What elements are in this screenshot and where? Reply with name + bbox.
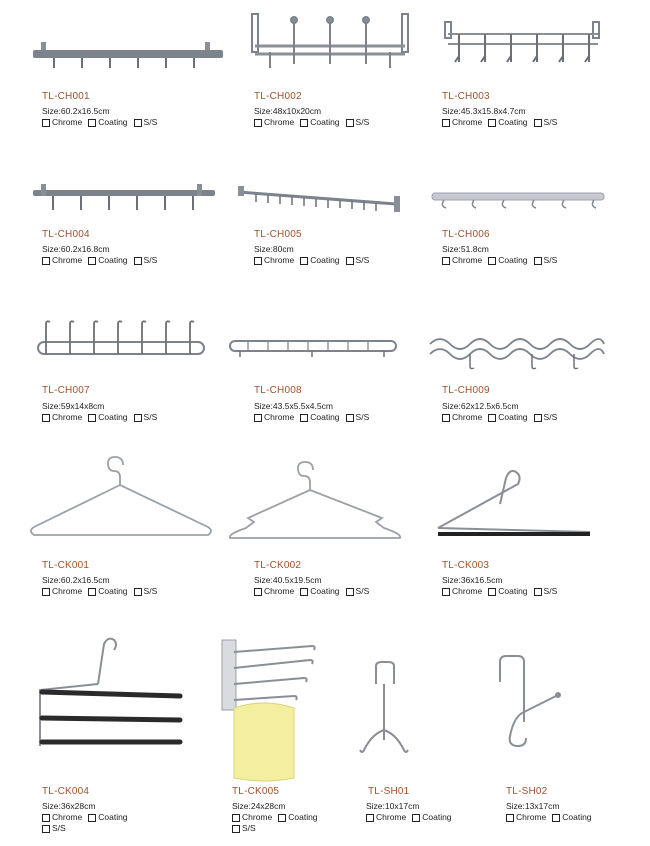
coating-option[interactable] [88, 812, 127, 823]
product-image-tl-ch002 [250, 12, 415, 74]
coating-option[interactable] [300, 586, 339, 597]
finish-options [366, 812, 458, 825]
ss-checkbox[interactable] [346, 414, 354, 422]
size-value: 51.8cm [460, 244, 489, 254]
chrome-label: Chrome [52, 255, 83, 265]
chrome-checkbox[interactable] [442, 414, 450, 422]
coating-label: Coating [498, 412, 528, 422]
chrome-label: Chrome [264, 412, 295, 422]
chrome-checkbox[interactable] [366, 814, 374, 822]
chrome-checkbox[interactable] [42, 119, 50, 127]
product-image-tl-sh02 [492, 652, 572, 758]
ss-checkbox[interactable] [346, 257, 354, 265]
chrome-checkbox[interactable] [42, 588, 50, 596]
chrome-checkbox[interactable] [232, 814, 240, 822]
product-code: TL-CH009 [442, 385, 490, 396]
product-size [254, 575, 322, 585]
chrome-checkbox[interactable] [254, 588, 262, 596]
product-code: TL-CK003 [442, 560, 490, 571]
finish-options [442, 412, 563, 425]
chrome-checkbox[interactable] [42, 257, 50, 265]
product-size [42, 106, 110, 116]
ss-label: S/S [143, 586, 158, 596]
coating-checkbox[interactable] [552, 814, 560, 822]
product-size [442, 244, 489, 254]
ss-label: S/S [355, 412, 370, 422]
chrome-option[interactable] [42, 117, 82, 128]
product-code: TL-CH006 [442, 229, 490, 240]
chrome-option[interactable] [42, 586, 82, 597]
chrome-checkbox[interactable] [442, 257, 450, 265]
finish-options [42, 255, 163, 268]
chrome-label: Chrome [264, 117, 295, 127]
finish-options [232, 812, 324, 834]
size-prefix: Size: [254, 106, 273, 116]
coating-checkbox[interactable] [300, 414, 308, 422]
ss-label: S/S [355, 255, 370, 265]
ss-checkbox[interactable] [346, 588, 354, 596]
ss-option[interactable] [346, 255, 370, 266]
finish-options [42, 586, 163, 599]
ss-checkbox[interactable] [534, 119, 542, 127]
coating-label: Coating [310, 117, 340, 127]
chrome-option[interactable] [232, 812, 272, 823]
chrome-option[interactable] [42, 412, 82, 423]
product-size [254, 244, 294, 254]
finish-options [254, 117, 375, 130]
product-image-tl-ch008 [228, 336, 398, 360]
size-value: 13x17cm [524, 801, 560, 811]
coating-option[interactable] [88, 255, 127, 266]
coating-label: Coating [310, 255, 340, 265]
ss-checkbox[interactable] [134, 257, 142, 265]
size-prefix: Size: [42, 575, 61, 585]
coating-checkbox[interactable] [88, 119, 96, 127]
ss-label: S/S [543, 586, 558, 596]
chrome-label: Chrome [516, 812, 547, 822]
coating-option[interactable] [412, 812, 451, 823]
finish-options [254, 412, 375, 425]
ss-checkbox[interactable] [232, 825, 240, 833]
product-size [366, 801, 419, 811]
chrome-label: Chrome [452, 412, 483, 422]
product-image-tl-ch001 [33, 40, 223, 80]
size-value: 60.2x16.8cm [60, 244, 110, 254]
coating-label: Coating [98, 255, 128, 265]
chrome-option[interactable] [42, 255, 82, 266]
coating-label: Coating [310, 412, 340, 422]
coating-option[interactable] [300, 117, 339, 128]
product-code: TL-CH003 [442, 91, 490, 102]
product-code: TL-CH005 [254, 229, 302, 240]
size-value: 36x16.5cm [460, 575, 503, 585]
ss-label: S/S [143, 255, 158, 265]
ss-checkbox[interactable] [134, 588, 142, 596]
product-size [254, 106, 321, 116]
chrome-option[interactable] [254, 586, 294, 597]
size-prefix: Size: [254, 575, 273, 585]
finish-options [442, 255, 563, 268]
product-size [42, 801, 95, 811]
coating-label: Coating [98, 586, 128, 596]
finish-options [42, 812, 134, 834]
ss-label: S/S [143, 117, 158, 127]
coating-checkbox[interactable] [488, 119, 496, 127]
ss-option[interactable] [134, 586, 158, 597]
ss-label: S/S [355, 117, 370, 127]
size-prefix: Size: [42, 401, 61, 411]
size-value: 59x14x8cm [60, 401, 105, 411]
size-prefix: Size: [42, 106, 61, 116]
product-image-tl-ch009 [428, 332, 606, 372]
size-value: 80cm [272, 244, 294, 254]
coating-option[interactable] [88, 586, 127, 597]
coating-label: Coating [562, 812, 592, 822]
product-code: TL-CH002 [254, 91, 302, 102]
coating-option[interactable] [488, 255, 527, 266]
size-value: 40.5x19.5cm [272, 575, 322, 585]
chrome-checkbox[interactable] [254, 257, 262, 265]
ss-checkbox[interactable] [134, 119, 142, 127]
size-prefix: Size: [42, 801, 61, 811]
product-image-tl-ck001 [28, 455, 214, 543]
chrome-option[interactable] [254, 412, 294, 423]
product-code: TL-SH02 [506, 786, 548, 797]
finish-options [42, 412, 163, 425]
size-value: 45.3x15.8x4.7cm [460, 106, 526, 116]
chrome-label: Chrome [452, 117, 483, 127]
product-size [442, 575, 503, 585]
size-prefix: Size: [42, 244, 61, 254]
coating-checkbox[interactable] [488, 257, 496, 265]
size-prefix: Size: [442, 244, 461, 254]
finish-options [506, 812, 598, 825]
size-prefix: Size: [366, 801, 385, 811]
chrome-option[interactable] [366, 812, 406, 823]
product-code: TL-CH008 [254, 385, 302, 396]
product-code: TL-CH007 [42, 385, 90, 396]
chrome-checkbox[interactable] [442, 588, 450, 596]
size-prefix: Size: [506, 801, 525, 811]
chrome-option[interactable] [506, 812, 546, 823]
product-image-tl-ch005 [236, 184, 404, 218]
coating-option[interactable] [300, 255, 339, 266]
chrome-checkbox[interactable] [442, 119, 450, 127]
chrome-label: Chrome [264, 586, 295, 596]
ss-checkbox[interactable] [42, 825, 50, 833]
ss-checkbox[interactable] [534, 588, 542, 596]
coating-label: Coating [498, 586, 528, 596]
finish-options [442, 117, 563, 130]
ss-option[interactable] [232, 823, 256, 834]
coating-option[interactable] [488, 586, 527, 597]
ss-option[interactable] [134, 412, 158, 423]
product-size [42, 401, 104, 411]
coating-checkbox[interactable] [88, 814, 96, 822]
size-value: 48x10x20cm [272, 106, 322, 116]
chrome-option[interactable] [442, 117, 482, 128]
finish-options [254, 586, 375, 599]
finish-options [442, 586, 563, 599]
chrome-label: Chrome [376, 812, 407, 822]
product-image-tl-ck002 [226, 460, 406, 544]
coating-label: Coating [98, 812, 128, 822]
coating-option[interactable] [488, 117, 527, 128]
coating-label: Coating [498, 117, 528, 127]
product-size [254, 401, 333, 411]
size-value: 62x12.5x6.5cm [460, 401, 519, 411]
size-prefix: Size: [254, 401, 273, 411]
size-prefix: Size: [442, 575, 461, 585]
ss-label: S/S [543, 117, 558, 127]
chrome-checkbox[interactable] [254, 119, 262, 127]
coating-option[interactable] [488, 412, 527, 423]
product-size [442, 106, 526, 116]
coating-option[interactable] [300, 412, 339, 423]
coating-option[interactable] [552, 812, 591, 823]
coating-checkbox[interactable] [300, 257, 308, 265]
ss-label: S/S [52, 823, 66, 833]
finish-options [254, 255, 375, 268]
coating-option[interactable] [88, 117, 127, 128]
coating-label: Coating [310, 586, 340, 596]
chrome-checkbox[interactable] [42, 814, 50, 822]
chrome-label: Chrome [242, 812, 273, 822]
chrome-label: Chrome [52, 412, 83, 422]
product-size [506, 801, 559, 811]
product-image-tl-ch007 [36, 318, 206, 362]
chrome-option[interactable] [254, 255, 294, 266]
chrome-label: Chrome [452, 586, 483, 596]
size-value: 36x28cm [60, 801, 96, 811]
coating-checkbox[interactable] [488, 414, 496, 422]
product-size [232, 801, 285, 811]
chrome-checkbox[interactable] [506, 814, 514, 822]
size-value: 60.2x16.5cm [60, 575, 110, 585]
product-code: TL-CK005 [232, 786, 280, 797]
ss-checkbox[interactable] [534, 257, 542, 265]
product-image-tl-sh01 [356, 660, 412, 756]
coating-checkbox[interactable] [88, 414, 96, 422]
product-code: TL-SH01 [368, 786, 410, 797]
product-size [442, 401, 519, 411]
product-image-tl-ch004 [33, 182, 215, 216]
ss-label: S/S [242, 823, 256, 833]
ss-option[interactable] [534, 117, 558, 128]
size-prefix: Size: [442, 106, 461, 116]
product-image-tl-ck004 [32, 636, 188, 750]
chrome-label: Chrome [52, 812, 83, 822]
product-code: TL-CK001 [42, 560, 90, 571]
coating-checkbox[interactable] [300, 588, 308, 596]
product-image-tl-ch003 [443, 20, 603, 74]
ss-option[interactable] [134, 117, 158, 128]
coating-checkbox[interactable] [488, 588, 496, 596]
size-prefix: Size: [232, 801, 251, 811]
product-image-tl-ck005 [220, 638, 320, 784]
product-code: TL-CK004 [42, 786, 90, 797]
ss-label: S/S [143, 412, 158, 422]
chrome-checkbox[interactable] [42, 414, 50, 422]
ss-option[interactable] [346, 586, 370, 597]
coating-checkbox[interactable] [88, 588, 96, 596]
chrome-option[interactable] [442, 412, 482, 423]
chrome-option[interactable] [254, 117, 294, 128]
product-size [42, 244, 110, 254]
chrome-option[interactable] [442, 255, 482, 266]
ss-option[interactable] [534, 586, 558, 597]
product-code: TL-CH004 [42, 229, 90, 240]
size-value: 10x17cm [384, 801, 420, 811]
size-value: 24x28cm [250, 801, 286, 811]
coating-label: Coating [288, 812, 318, 822]
coating-checkbox[interactable] [88, 257, 96, 265]
ss-option[interactable] [134, 255, 158, 266]
coating-label: Coating [498, 255, 528, 265]
ss-checkbox[interactable] [534, 414, 542, 422]
product-code: TL-CH001 [42, 91, 90, 102]
finish-options [42, 117, 163, 130]
coating-label: Coating [98, 117, 128, 127]
coating-label: Coating [422, 812, 452, 822]
ss-label: S/S [355, 586, 370, 596]
size-value: 60.2x16.5cm [60, 106, 110, 116]
chrome-option[interactable] [42, 812, 82, 823]
chrome-label: Chrome [452, 255, 483, 265]
chrome-checkbox[interactable] [254, 414, 262, 422]
size-prefix: Size: [442, 401, 461, 411]
product-image-tl-ch006 [430, 190, 606, 210]
ss-option[interactable] [534, 412, 558, 423]
product-image-tl-ck003 [430, 468, 596, 544]
product-code: TL-CK002 [254, 560, 302, 571]
ss-option[interactable] [534, 255, 558, 266]
coating-checkbox[interactable] [300, 119, 308, 127]
coating-checkbox[interactable] [278, 814, 286, 822]
size-prefix: Size: [254, 244, 273, 254]
ss-label: S/S [543, 412, 558, 422]
coating-option[interactable] [88, 412, 127, 423]
size-value: 43.5x5.5x4.5cm [272, 401, 333, 411]
chrome-label: Chrome [264, 255, 295, 265]
chrome-option[interactable] [442, 586, 482, 597]
coating-label: Coating [98, 412, 128, 422]
ss-checkbox[interactable] [346, 119, 354, 127]
ss-option[interactable] [42, 823, 66, 834]
chrome-label: Chrome [52, 586, 83, 596]
ss-option[interactable] [346, 412, 370, 423]
coating-option[interactable] [278, 812, 317, 823]
ss-checkbox[interactable] [134, 414, 142, 422]
chrome-label: Chrome [52, 117, 83, 127]
ss-label: S/S [543, 255, 558, 265]
product-size [42, 575, 110, 585]
ss-option[interactable] [346, 117, 370, 128]
coating-checkbox[interactable] [412, 814, 420, 822]
